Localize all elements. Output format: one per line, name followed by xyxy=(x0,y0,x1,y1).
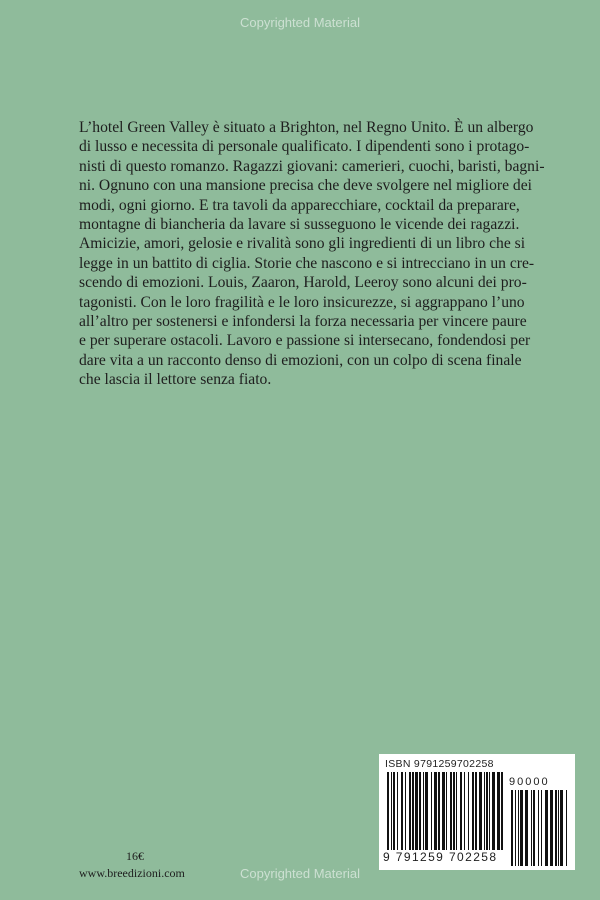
blurb-line: che lascia il lettore senza fiato. xyxy=(79,371,272,389)
barcode-bar xyxy=(497,772,500,850)
barcode-bar xyxy=(431,772,432,850)
blurb-line: di lusso e necessita di personale qualificato. I dipendenti sono i protago- xyxy=(79,138,530,156)
barcode-bar xyxy=(520,790,523,866)
barcode-bar xyxy=(489,772,490,850)
barcode-bar xyxy=(558,790,559,866)
barcode-bar xyxy=(545,790,548,866)
barcode-bar xyxy=(442,772,445,850)
barcode-bar xyxy=(425,772,428,850)
blurb-line: scendo di emozioni. Louis, Zaaron, Harold, Leeroy sono alcuni dei pro- xyxy=(79,274,527,292)
barcode-bar xyxy=(492,772,495,850)
barcode-bar xyxy=(423,772,424,850)
barcode-bar xyxy=(484,772,485,850)
barcode-bar xyxy=(511,790,513,866)
barcode-bar xyxy=(472,772,474,850)
blurb-line: e per superare ostacoli. Lavoro e passione si intersecano, fondendosi per xyxy=(79,332,531,350)
blurb-line: L’hotel Green Valley è situato a Brighton, nel Regno Unito. È un albergo xyxy=(79,119,534,136)
barcode-bar xyxy=(391,772,392,850)
publisher-website: www.breedizioni.com xyxy=(79,866,185,880)
blurb-line: ni. Ognuno con una mansione precisa che deve svolgere nel migliore dei xyxy=(79,177,532,195)
barcode-bar xyxy=(412,772,414,850)
barcode-bar xyxy=(464,772,465,850)
barcode-bar xyxy=(450,772,452,850)
blurb-line: dare vita a un racconto denso di emozioni, con un colpo di scena finale xyxy=(79,351,522,369)
barcode-addon-digits: 90000 xyxy=(509,776,550,788)
blurb-line: nisti di questo romanzo. Ragazzi giovani: camerieri, cuochi, baristi, bagni- xyxy=(79,157,545,175)
barcode-bar xyxy=(475,772,477,850)
blurb-line: legge in un battito di ciglia. Storie che nascono e si intrecciano in un cre- xyxy=(79,254,535,272)
barcode-bar xyxy=(541,790,542,866)
barcode-bar xyxy=(560,790,563,866)
barcode-bar xyxy=(533,790,535,866)
barcode-bar xyxy=(518,790,519,866)
barcode-bar xyxy=(566,790,567,866)
barcode-bar xyxy=(468,772,469,850)
barcode-bar xyxy=(550,790,553,866)
barcode-bar xyxy=(525,790,528,866)
barcode-bar xyxy=(446,772,447,850)
back-cover-blurb xyxy=(79,118,545,390)
barcode-bar xyxy=(401,772,403,850)
barcode-bar xyxy=(555,790,557,866)
barcode-bar xyxy=(415,772,418,850)
barcode-bar xyxy=(501,772,503,850)
blurb-line: all’altro per sostenersi e infondersi la forza necessaria per vincere paure xyxy=(79,313,527,331)
barcode-bar xyxy=(405,772,406,850)
blurb-line: montagne di biancheria da lavare si susseguono le vicende dei ragazzi. xyxy=(79,216,520,234)
barcode-bar xyxy=(434,772,437,850)
barcode-bar xyxy=(515,790,516,866)
barcode-digits: 9 791259 702258 xyxy=(383,850,498,864)
barcode-bar xyxy=(393,772,395,850)
copyright-watermark-top: Copyrighted Material xyxy=(240,15,360,30)
isbn-barcode xyxy=(379,754,575,870)
barcode-bar xyxy=(456,772,457,850)
barcode-bar xyxy=(538,790,539,866)
barcode-bar xyxy=(479,772,482,850)
blurb-line: Amicizie, amori, gelosie e rivalità sono gli ingredienti di un libro che si xyxy=(79,235,526,253)
blurb-line: tagonisti. Con le loro fragilità e le loro insicurezze, si aggrappano l’uno xyxy=(79,293,525,311)
barcode-bar xyxy=(486,772,488,850)
barcode-bar xyxy=(531,790,532,866)
blurb-line: modi, ogni giorno. E tra tavoli da apparecchiare, cocktail da preparare, xyxy=(79,196,520,214)
barcode-bar xyxy=(397,772,398,850)
barcode-bar xyxy=(419,772,421,850)
isbn-label: ISBN 9791259702258 xyxy=(385,758,494,770)
barcode-bar xyxy=(438,772,440,850)
barcode-bar xyxy=(409,772,411,850)
barcode-bar xyxy=(453,772,455,850)
copyright-watermark-bottom: Copyrighted Material xyxy=(240,866,360,881)
barcode-bar xyxy=(460,772,462,850)
barcode-bar xyxy=(387,772,389,850)
price-label: 16€ xyxy=(126,849,144,863)
